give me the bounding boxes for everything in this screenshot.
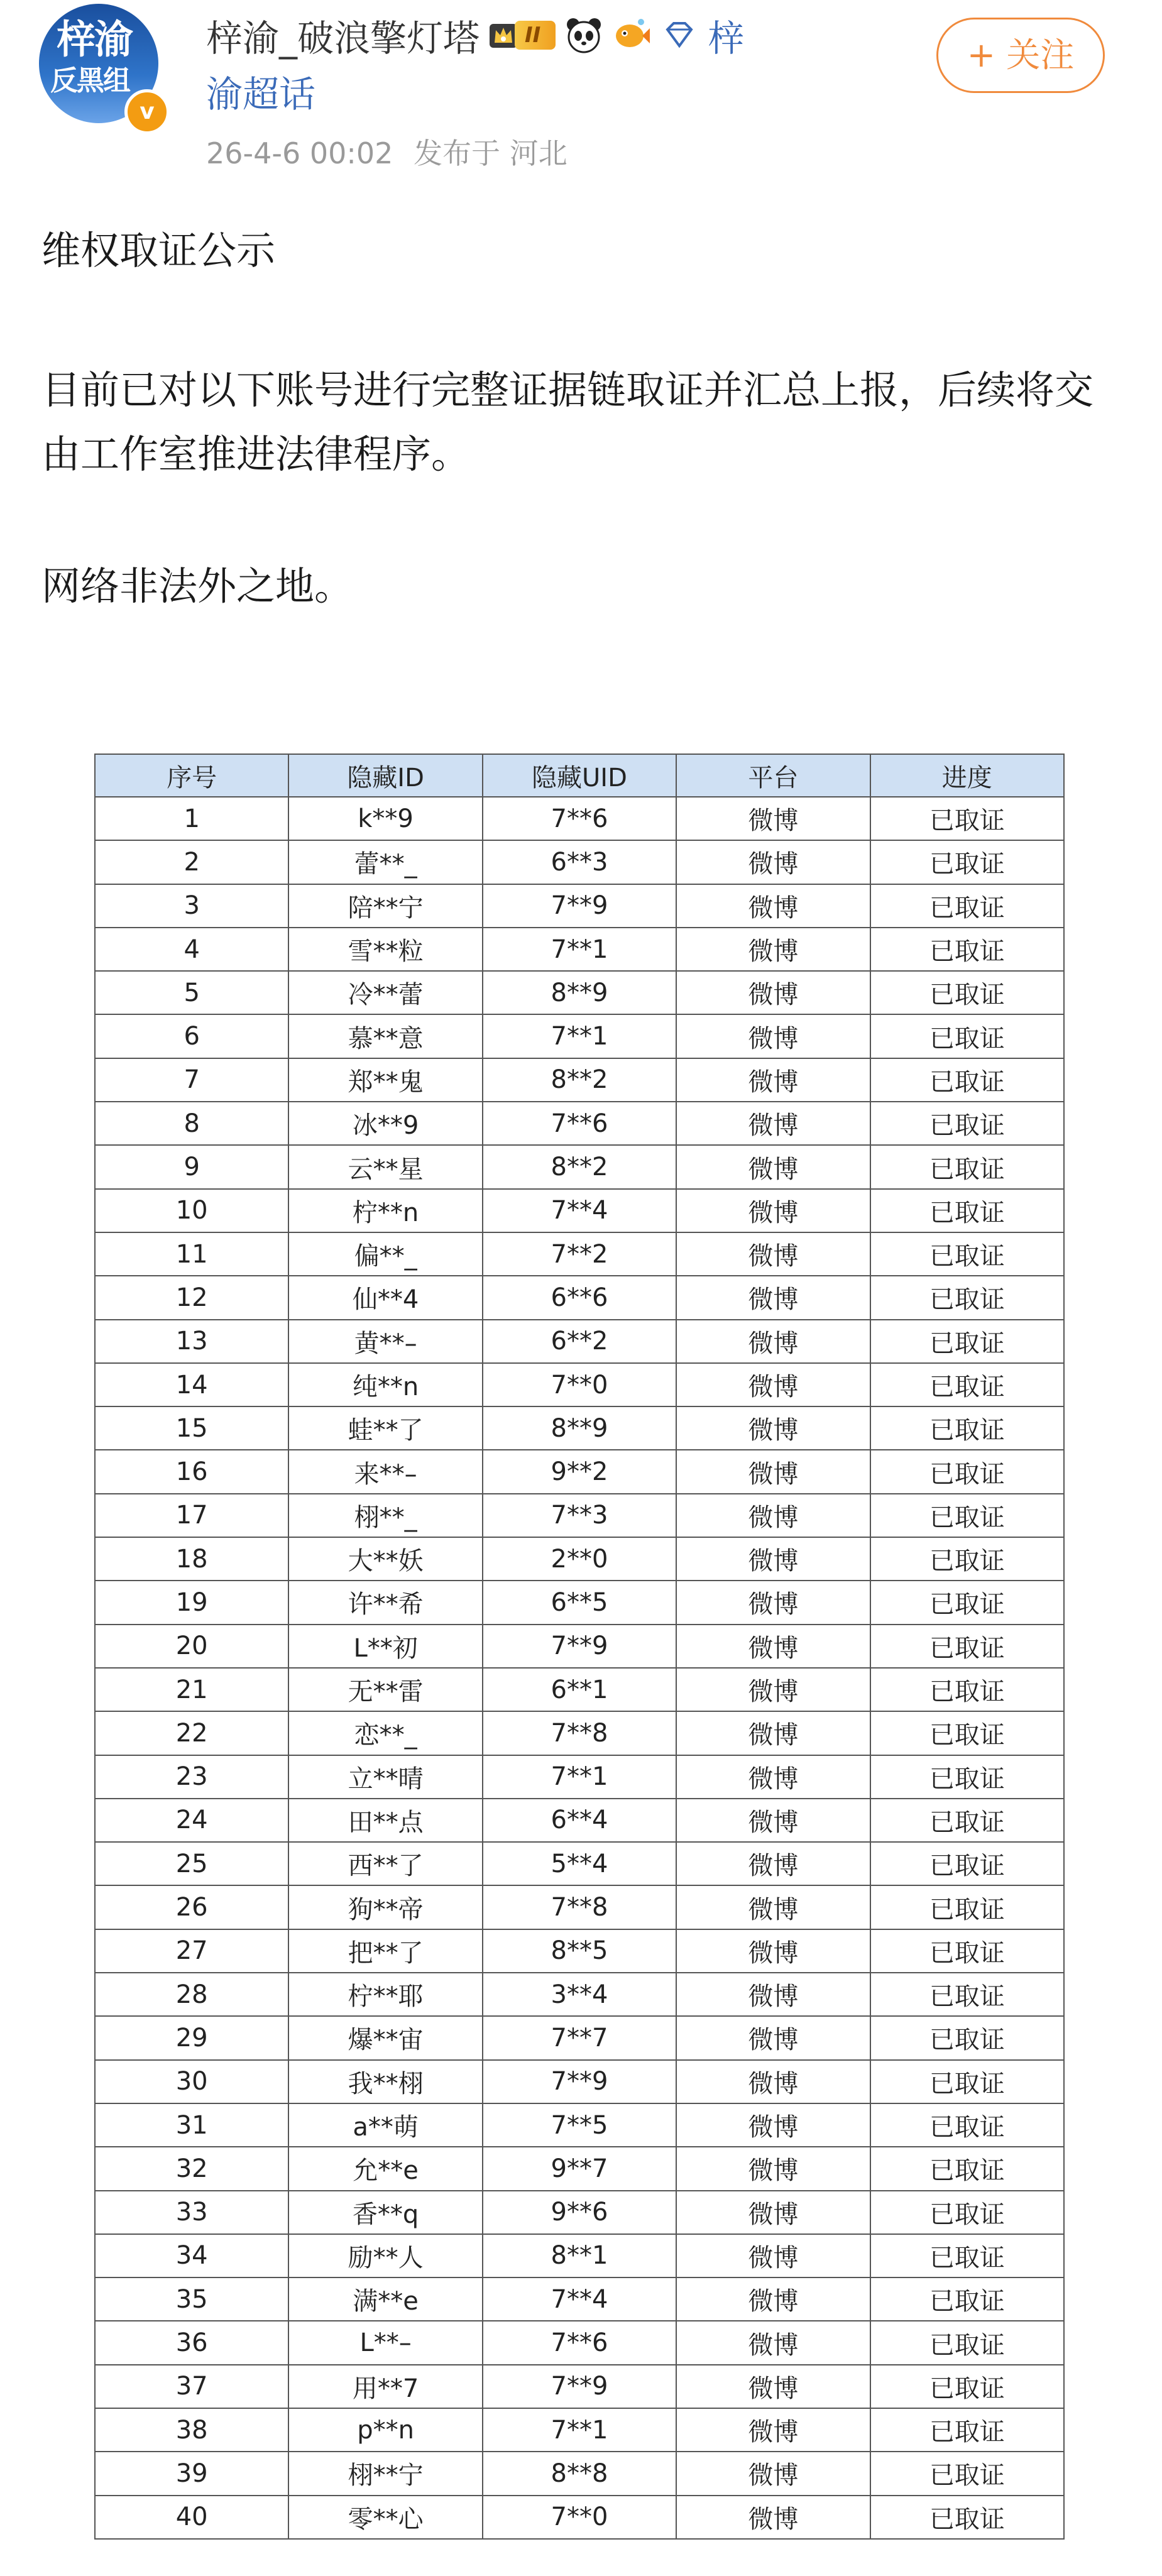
cell-hidden-id: L**初 xyxy=(288,1625,482,1668)
cell-index: 31 xyxy=(95,2103,288,2147)
cell-index: 11 xyxy=(95,1232,288,1276)
cell-hidden-uid: 5**4 xyxy=(483,1842,676,1885)
cell-hidden-id: a**萌 xyxy=(288,2103,482,2147)
table-row xyxy=(95,2496,1064,2539)
author-name[interactable]: 梓渝_破浪擎灯塔 xyxy=(206,17,480,60)
cell-progress: 已取证 xyxy=(870,2452,1064,2495)
table-row xyxy=(95,1885,1064,1929)
cell-hidden-uid: 7**6 xyxy=(483,1102,676,1145)
cell-progress: 已取证 xyxy=(870,1842,1064,1885)
cell-hidden-id: 西**了 xyxy=(288,1842,482,1885)
table-row xyxy=(95,1973,1064,2016)
cell-index: 21 xyxy=(95,1668,288,1711)
cell-platform: 微博 xyxy=(676,797,870,840)
cell-index: 34 xyxy=(95,2234,288,2277)
cell-progress: 已取证 xyxy=(870,1711,1064,1755)
cell-progress: 已取证 xyxy=(870,2234,1064,2277)
cell-platform: 微博 xyxy=(676,1320,870,1363)
cell-hidden-id: 立**晴 xyxy=(288,1755,482,1799)
cell-index: 28 xyxy=(95,1973,288,2016)
cell-hidden-uid: 8**9 xyxy=(483,971,676,1014)
cell-index: 30 xyxy=(95,2060,288,2103)
cell-progress: 已取证 xyxy=(870,2365,1064,2408)
cell-platform: 微博 xyxy=(676,2016,870,2059)
cell-progress: 已取证 xyxy=(870,1973,1064,2016)
cell-hidden-uid: 7**0 xyxy=(483,2496,676,2539)
cell-hidden-uid: 9**7 xyxy=(483,2147,676,2190)
table-row xyxy=(95,2060,1064,2103)
cell-hidden-uid: 7**1 xyxy=(483,1014,676,1058)
cell-index: 15 xyxy=(95,1406,288,1450)
cell-hidden-id: 纯**n xyxy=(288,1363,482,1406)
cell-progress: 已取证 xyxy=(870,1189,1064,1232)
cell-index: 8 xyxy=(95,1102,288,1145)
cell-index: 26 xyxy=(95,1885,288,1929)
table-row xyxy=(95,2234,1064,2277)
avatar-text-bottom: 反黑组 xyxy=(50,65,129,97)
cell-hidden-id: 励**人 xyxy=(288,2234,482,2277)
cell-hidden-id: 栩**宁 xyxy=(288,2452,482,2495)
cell-hidden-uid: 8**1 xyxy=(483,2234,676,2277)
cell-index: 3 xyxy=(95,884,288,928)
cell-hidden-uid: 7**1 xyxy=(483,2408,676,2452)
table-row xyxy=(95,1842,1064,1885)
cell-hidden-id: 田**点 xyxy=(288,1799,482,1842)
table-row xyxy=(95,1711,1064,1755)
cell-hidden-uid: 7**7 xyxy=(483,2016,676,2059)
table-row xyxy=(95,1320,1064,1363)
table-row xyxy=(95,2408,1064,2452)
table-row xyxy=(95,1406,1064,1450)
cell-platform: 微博 xyxy=(676,1145,870,1188)
cell-hidden-id: 郑**鬼 xyxy=(288,1058,482,1102)
cell-hidden-uid: 7**3 xyxy=(483,1494,676,1537)
verified-badge-icon: v xyxy=(124,89,170,134)
cell-hidden-uid: 6**1 xyxy=(483,1668,676,1711)
cell-hidden-uid: 9**6 xyxy=(483,2191,676,2234)
cell-index: 37 xyxy=(95,2365,288,2408)
cell-hidden-id: 大**妖 xyxy=(288,1537,482,1581)
cell-hidden-uid: 8**5 xyxy=(483,1929,676,1973)
table-row xyxy=(95,1058,1064,1102)
cell-index: 39 xyxy=(95,2452,288,2495)
cell-platform: 微博 xyxy=(676,840,870,884)
table-row xyxy=(95,1102,1064,1145)
cell-index: 10 xyxy=(95,1189,288,1232)
cell-progress: 已取证 xyxy=(870,797,1064,840)
cell-index: 1 xyxy=(95,797,288,840)
cell-hidden-id: 偏**_ xyxy=(288,1232,482,1276)
cell-index: 7 xyxy=(95,1058,288,1102)
cell-hidden-uid: 7**4 xyxy=(483,1189,676,1232)
cell-platform: 微博 xyxy=(676,928,870,971)
cell-progress: 已取证 xyxy=(870,1537,1064,1581)
table-row xyxy=(95,2452,1064,2495)
table-row xyxy=(95,2147,1064,2190)
cell-platform: 微博 xyxy=(676,1625,870,1668)
cell-hidden-id: 无**雷 xyxy=(288,1668,482,1711)
cell-index: 9 xyxy=(95,1145,288,1188)
cell-progress: 已取证 xyxy=(870,2321,1064,2364)
table-row xyxy=(95,1537,1064,1581)
cell-hidden-id: 蕾**_ xyxy=(288,840,482,884)
table-row xyxy=(95,928,1064,971)
cell-hidden-id: 云**星 xyxy=(288,1145,482,1188)
table-row xyxy=(95,840,1064,884)
cell-hidden-id: L**– xyxy=(288,2321,482,2364)
follow-button[interactable]: + 关注 xyxy=(936,18,1105,93)
cell-progress: 已取证 xyxy=(870,1799,1064,1842)
cell-platform: 微博 xyxy=(676,1929,870,1973)
post-body: 目前已对以下账号进行完整证据链取证并汇总上报，后续将交由工作室推进法律程序。 xyxy=(41,367,1094,477)
cell-progress: 已取证 xyxy=(870,1581,1064,1624)
cell-progress: 已取证 xyxy=(870,1450,1064,1493)
table-row xyxy=(95,1014,1064,1058)
cell-hidden-uid: 7**9 xyxy=(483,2365,676,2408)
cell-index: 5 xyxy=(95,971,288,1014)
cell-hidden-id: 狗**帝 xyxy=(288,1885,482,1929)
cell-progress: 已取证 xyxy=(870,2496,1064,2539)
cell-hidden-uid: 6**5 xyxy=(483,1581,676,1624)
cell-index: 6 xyxy=(95,1014,288,1058)
cell-hidden-id: 柠**n xyxy=(288,1189,482,1232)
cell-progress: 已取证 xyxy=(870,971,1064,1014)
cell-platform: 微博 xyxy=(676,1102,870,1145)
level-badge-label: II xyxy=(515,21,556,50)
cell-platform: 微博 xyxy=(676,1232,870,1276)
table-row xyxy=(95,2191,1064,2234)
cell-index: 14 xyxy=(95,1363,288,1406)
cell-hidden-uid: 3**4 xyxy=(483,1973,676,2016)
cell-platform: 微博 xyxy=(676,1799,870,1842)
cell-index: 38 xyxy=(95,2408,288,2452)
cell-index: 2 xyxy=(95,840,288,884)
cell-progress: 已取证 xyxy=(870,1363,1064,1406)
cell-progress: 已取证 xyxy=(870,2277,1064,2321)
cell-progress: 已取证 xyxy=(870,1755,1064,1799)
cell-platform: 微博 xyxy=(676,1014,870,1058)
cell-index: 27 xyxy=(95,1929,288,1973)
cell-hidden-id: p**n xyxy=(288,2408,482,2452)
cell-progress: 已取证 xyxy=(870,928,1064,971)
table-row xyxy=(95,1276,1064,1319)
cell-progress: 已取证 xyxy=(870,1232,1064,1276)
cell-hidden-id: 冰**9 xyxy=(288,1102,482,1145)
table-row xyxy=(95,2277,1064,2321)
cell-hidden-id: 仙**4 xyxy=(288,1276,482,1319)
header-hidden-uid: 隐藏UID xyxy=(483,754,676,797)
cell-hidden-uid: 2**0 xyxy=(483,1537,676,1581)
cell-platform: 微博 xyxy=(676,1058,870,1102)
panda-icon xyxy=(564,16,603,55)
cell-platform: 微博 xyxy=(676,2234,870,2277)
cell-platform: 微博 xyxy=(676,971,870,1014)
cell-hidden-id: 来**– xyxy=(288,1450,482,1493)
cell-progress: 已取证 xyxy=(870,2060,1064,2103)
topic-link[interactable]: 梓 xyxy=(708,17,745,60)
table-row xyxy=(95,1581,1064,1624)
crown-icon xyxy=(488,20,518,50)
topic-link-continued[interactable]: 渝超话 xyxy=(206,73,316,116)
cell-hidden-uid: 7**8 xyxy=(483,1885,676,1929)
cell-index: 23 xyxy=(95,1755,288,1799)
cell-platform: 微博 xyxy=(676,884,870,928)
cell-hidden-uid: 7**9 xyxy=(483,884,676,928)
cell-hidden-id: k**9 xyxy=(288,797,482,840)
cell-hidden-id: 蛙**了 xyxy=(288,1406,482,1450)
cell-progress: 已取证 xyxy=(870,1885,1064,1929)
cell-hidden-uid: 6**6 xyxy=(483,1276,676,1319)
cell-hidden-uid: 6**3 xyxy=(483,840,676,884)
cell-hidden-uid: 8**9 xyxy=(483,1406,676,1450)
cell-platform: 微博 xyxy=(676,1842,870,1885)
cell-hidden-id: 黄**– xyxy=(288,1320,482,1363)
cell-platform: 微博 xyxy=(676,1885,870,1929)
evidence-table xyxy=(94,754,1065,2540)
cell-progress: 已取证 xyxy=(870,2103,1064,2147)
cell-index: 24 xyxy=(95,1799,288,1842)
cell-progress: 已取证 xyxy=(870,1668,1064,1711)
cell-index: 12 xyxy=(95,1276,288,1319)
table-row xyxy=(95,1625,1064,1668)
cell-hidden-id: 把**了 xyxy=(288,1929,482,1973)
author-line xyxy=(206,8,744,63)
cell-progress: 已取证 xyxy=(870,1494,1064,1537)
level-badge xyxy=(488,17,556,53)
cell-progress: 已取证 xyxy=(870,1058,1064,1102)
cell-progress: 已取证 xyxy=(870,1014,1064,1058)
avatar-text-top: 梓渝 xyxy=(57,16,133,62)
cell-platform: 微博 xyxy=(676,1711,870,1755)
post-title: 维权取证公示 xyxy=(41,227,276,273)
cell-index: 35 xyxy=(95,2277,288,2321)
cell-hidden-uid: 7**2 xyxy=(483,1232,676,1276)
table-row xyxy=(95,971,1064,1014)
cell-index: 40 xyxy=(95,2496,288,2539)
cell-hidden-id: 冷**蕾 xyxy=(288,971,482,1014)
cell-platform: 微博 xyxy=(676,2060,870,2103)
cell-progress: 已取证 xyxy=(870,840,1064,884)
cell-hidden-id: 柠**耶 xyxy=(288,1973,482,2016)
cell-index: 13 xyxy=(95,1320,288,1363)
cell-hidden-uid: 7**0 xyxy=(483,1363,676,1406)
cell-progress: 已取证 xyxy=(870,1102,1064,1145)
cell-hidden-uid: 7**9 xyxy=(483,1625,676,1668)
table-body xyxy=(95,797,1064,2539)
cell-index: 16 xyxy=(95,1450,288,1493)
cell-progress: 已取证 xyxy=(870,1145,1064,1188)
cell-index: 4 xyxy=(95,928,288,971)
table-row xyxy=(95,1799,1064,1842)
cell-platform: 微博 xyxy=(676,1494,870,1537)
cell-hidden-id: 允**e xyxy=(288,2147,482,2190)
cell-index: 33 xyxy=(95,2191,288,2234)
table-row xyxy=(95,1755,1064,1799)
cell-hidden-id: 我**栩 xyxy=(288,2060,482,2103)
table-row xyxy=(95,1145,1064,1188)
cell-progress: 已取证 xyxy=(870,2408,1064,2452)
cell-hidden-uid: 7**9 xyxy=(483,2060,676,2103)
cell-platform: 微博 xyxy=(676,1189,870,1232)
cell-progress: 已取证 xyxy=(870,2147,1064,2190)
cell-hidden-id: 满**e xyxy=(288,2277,482,2321)
cell-index: 19 xyxy=(95,1581,288,1624)
header-hidden-id: 隐藏ID xyxy=(288,754,482,797)
cell-platform: 微博 xyxy=(676,1581,870,1624)
cell-hidden-uid: 7**5 xyxy=(483,2103,676,2147)
table-row xyxy=(95,2103,1064,2147)
post-meta xyxy=(206,133,567,173)
cell-hidden-id: 爆**宙 xyxy=(288,2016,482,2059)
cell-hidden-id: 许**希 xyxy=(288,1581,482,1624)
cell-platform: 微博 xyxy=(676,1537,870,1581)
cell-hidden-uid: 8**2 xyxy=(483,1058,676,1102)
cell-hidden-id: 栩**_ xyxy=(288,1494,482,1537)
table-row xyxy=(95,1232,1064,1276)
table-row xyxy=(95,1929,1064,1973)
cell-hidden-id: 陪**宁 xyxy=(288,884,482,928)
cell-platform: 微博 xyxy=(676,2321,870,2364)
cell-platform: 微博 xyxy=(676,2277,870,2321)
cell-hidden-uid: 7**6 xyxy=(483,2321,676,2364)
cell-hidden-uid: 7**1 xyxy=(483,928,676,971)
cell-hidden-uid: 7**4 xyxy=(483,2277,676,2321)
cell-index: 17 xyxy=(95,1494,288,1537)
cell-progress: 已取证 xyxy=(870,2191,1064,2234)
cell-index: 20 xyxy=(95,1625,288,1668)
cell-progress: 已取证 xyxy=(870,2016,1064,2059)
cell-platform: 微博 xyxy=(676,1755,870,1799)
header-progress: 进度 xyxy=(870,754,1064,797)
cell-hidden-uid: 8**8 xyxy=(483,2452,676,2495)
cell-hidden-uid: 6**2 xyxy=(483,1320,676,1363)
cell-platform: 微博 xyxy=(676,1363,870,1406)
cell-index: 36 xyxy=(95,2321,288,2364)
table-row xyxy=(95,884,1064,928)
cell-index: 22 xyxy=(95,1711,288,1755)
cell-index: 29 xyxy=(95,2016,288,2059)
cell-platform: 微博 xyxy=(676,2191,870,2234)
cell-platform: 微博 xyxy=(676,1276,870,1319)
cell-progress: 已取证 xyxy=(870,1320,1064,1363)
table-row xyxy=(95,1189,1064,1232)
table-row xyxy=(95,2365,1064,2408)
post-closing: 网络非法外之地。 xyxy=(41,563,354,609)
cell-index: 18 xyxy=(95,1537,288,1581)
cell-hidden-uid: 8**2 xyxy=(483,1145,676,1188)
cell-progress: 已取证 xyxy=(870,884,1064,928)
fish-icon xyxy=(612,16,651,55)
cell-platform: 微博 xyxy=(676,1450,870,1493)
cell-platform: 微博 xyxy=(676,1668,870,1711)
header-platform: 平台 xyxy=(676,754,870,797)
cell-progress: 已取证 xyxy=(870,1406,1064,1450)
cell-progress: 已取证 xyxy=(870,1625,1064,1668)
cell-platform: 微博 xyxy=(676,2452,870,2495)
cell-hidden-id: 香**q xyxy=(288,2191,482,2234)
cell-index: 32 xyxy=(95,2147,288,2190)
timestamp: 26-4-6 00:02 xyxy=(206,136,393,170)
cell-hidden-uid: 7**6 xyxy=(483,797,676,840)
cell-hidden-id: 用**7 xyxy=(288,2365,482,2408)
cell-hidden-id: 恋**_ xyxy=(288,1711,482,1755)
cell-index: 25 xyxy=(95,1842,288,1885)
cell-hidden-id: 雪**粒 xyxy=(288,928,482,971)
cell-hidden-id: 慕**意 xyxy=(288,1014,482,1058)
cell-platform: 微博 xyxy=(676,2147,870,2190)
cell-platform: 微博 xyxy=(676,2496,870,2539)
cell-platform: 微博 xyxy=(676,2365,870,2408)
cell-hidden-uid: 7**1 xyxy=(483,1755,676,1799)
cell-hidden-id: 零**心 xyxy=(288,2496,482,2539)
cell-progress: 已取证 xyxy=(870,1929,1064,1973)
cell-platform: 微博 xyxy=(676,2103,870,2147)
diamond-icon xyxy=(660,16,699,55)
table-row xyxy=(95,1363,1064,1406)
cell-platform: 微博 xyxy=(676,1973,870,2016)
table-row xyxy=(95,2321,1064,2364)
cell-platform: 微博 xyxy=(676,2408,870,2452)
cell-hidden-uid: 6**4 xyxy=(483,1799,676,1842)
location: 发布于 河北 xyxy=(414,136,567,170)
table-row xyxy=(95,797,1064,840)
table-row xyxy=(95,1668,1064,1711)
table-header-row xyxy=(95,754,1064,797)
cell-platform: 微博 xyxy=(676,1406,870,1450)
table-row xyxy=(95,1450,1064,1493)
cell-hidden-uid: 9**2 xyxy=(483,1450,676,1493)
header-index: 序号 xyxy=(95,754,288,797)
cell-progress: 已取证 xyxy=(870,1276,1064,1319)
cell-hidden-uid: 7**8 xyxy=(483,1711,676,1755)
table-row xyxy=(95,1494,1064,1537)
table-row xyxy=(95,2016,1064,2059)
